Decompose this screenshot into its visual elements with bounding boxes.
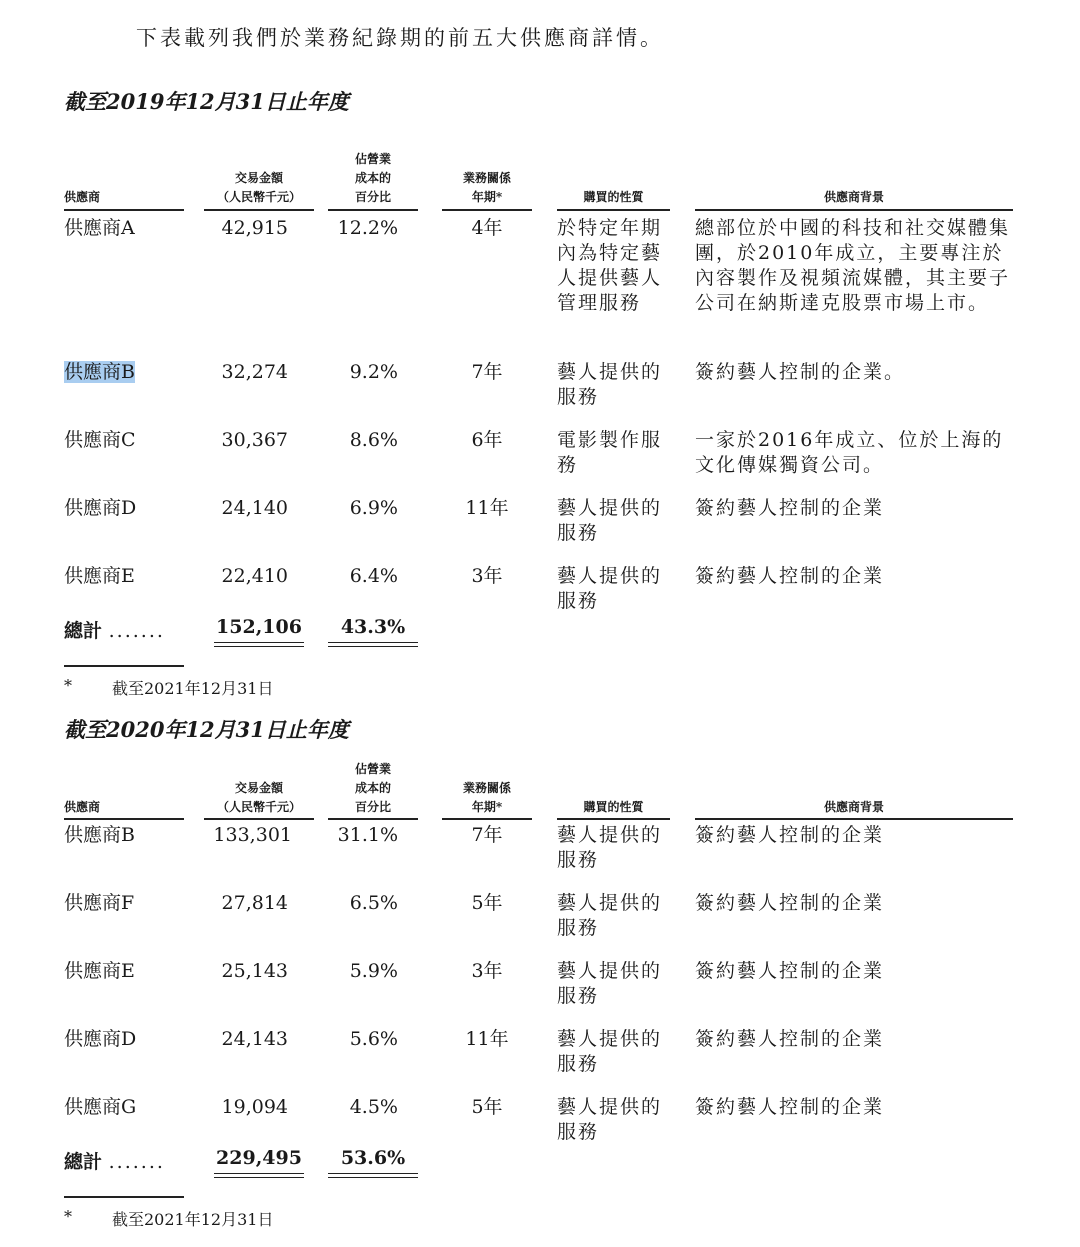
supplier-name: 供應商A	[64, 217, 135, 239]
background-cell: 簽約藝人控制的企業	[695, 824, 885, 846]
header-amount-2: （人民幣千元）	[216, 190, 301, 204]
pct-cell: 5.6%	[349, 1028, 398, 1050]
pct-cell: 6.5%	[349, 892, 398, 914]
footnote-text: 截至2021年12月31日	[112, 679, 274, 698]
header-rule	[695, 209, 1013, 211]
background-cell: 簽約藝人控制的企業	[695, 1096, 885, 1118]
header-background: 供應商背景	[823, 800, 884, 814]
years-cell: 11年	[465, 1028, 509, 1050]
intro-text: 下表載列我們於業務紀錄期的前五大供應商詳情。	[136, 26, 664, 50]
amount-cell: 42,915	[221, 217, 288, 239]
years-cell: 7年	[471, 824, 503, 846]
section-title-2020: 截至2020年12月31日止年度	[64, 717, 349, 742]
amount-cell: 22,410	[221, 565, 288, 587]
total-label: 總計 .......	[64, 1151, 165, 1173]
pct-cell: 8.6%	[349, 429, 398, 451]
years-cell: 4年	[471, 217, 503, 239]
section-title-2019: 截至2019年12月31日止年度	[64, 89, 349, 114]
background-cell: 簽約藝人控制的企業	[695, 565, 885, 587]
supplier-name: 供應商D	[64, 1028, 137, 1050]
nature-cell: 藝人提供的服務	[557, 824, 663, 871]
pct-cell: 5.9%	[349, 960, 398, 982]
nature-cell: 藝人提供的服務	[557, 565, 663, 612]
header-amount-1: 交易金額	[234, 781, 283, 795]
pct-cell: 6.9%	[349, 497, 398, 519]
total-pct: 53.6%	[340, 1147, 406, 1169]
footnote-mark: *	[64, 676, 72, 695]
double-underline	[328, 1173, 418, 1178]
header-background: 供應商背景	[823, 190, 884, 204]
pct-cell: 9.2%	[349, 361, 398, 383]
header-years-1: 業務關係	[462, 171, 511, 185]
total-dots: .......	[108, 1151, 165, 1173]
header-years-2: 年期*	[471, 190, 503, 204]
nature-cell: 藝人提供的服務	[557, 960, 663, 1007]
header-pct-3: 百分比	[354, 800, 391, 814]
supplier-name: 供應商B	[64, 824, 135, 846]
header-rule	[557, 209, 670, 211]
footnote-rule	[64, 1196, 184, 1198]
header-nature: 購買的性質	[583, 800, 644, 814]
footnote-rule	[64, 665, 184, 667]
amount-cell: 32,274	[221, 361, 288, 383]
header-supplier: 供應商	[64, 190, 101, 204]
nature-cell: 電影製作服務	[557, 429, 663, 476]
years-cell: 5年	[471, 1096, 503, 1118]
amount-cell: 27,814	[221, 892, 288, 914]
header-rule	[442, 818, 532, 820]
amount-cell: 133,301	[213, 824, 292, 846]
nature-cell: 藝人提供的服務	[557, 892, 663, 939]
supplier-name: 供應商E	[64, 565, 135, 587]
supplier-name	[64, 360, 135, 385]
header-pct-2: 成本的	[354, 781, 391, 795]
header-pct-2: 成本的	[354, 171, 391, 185]
supplier-name: 供應商C	[64, 429, 136, 451]
background-cell: 簽約藝人控制的企業	[695, 892, 885, 914]
pct-cell: 4.5%	[349, 1096, 398, 1118]
amount-cell: 19,094	[221, 1096, 288, 1118]
header-rule	[695, 818, 1013, 820]
header-rule	[64, 818, 184, 820]
background-cell: 簽約藝人控制的企業。	[695, 361, 906, 383]
header-amount-2: （人民幣千元）	[216, 800, 301, 814]
double-underline	[214, 642, 304, 647]
background-cell: 總部位於中國的科技和社交媒體集團，於2010年成立，主要專注於內容製作及視頻流媒體，其主要子公司在納斯達克股票市場上市。	[695, 217, 1011, 314]
years-cell: 3年	[471, 565, 503, 587]
nature-cell: 於特定年期內為特定藝人提供藝人管理服務	[557, 217, 663, 314]
background-cell: 簽約藝人控制的企業	[695, 1028, 885, 1050]
header-pct-3: 百分比	[354, 190, 391, 204]
selection-highlight: 供應商B	[64, 361, 135, 383]
header-pct-1: 佔營業	[354, 152, 391, 166]
header-rule	[204, 818, 314, 820]
supplier-name: 供應商F	[64, 892, 135, 914]
total-amount: 229,495	[216, 1147, 302, 1169]
header-years-1: 業務關係	[462, 781, 511, 795]
total-amount: 152,106	[216, 616, 302, 638]
pct-cell: 31.1%	[337, 824, 398, 846]
header-pct-1: 佔營業	[354, 762, 391, 776]
nature-cell: 藝人提供的服務	[557, 1028, 663, 1075]
nature-cell: 藝人提供的服務	[557, 1096, 663, 1143]
years-cell: 6年	[471, 429, 503, 451]
double-underline	[328, 642, 418, 647]
years-cell: 3年	[471, 960, 503, 982]
years-cell: 11年	[465, 497, 509, 519]
pct-cell: 12.2%	[337, 217, 398, 239]
header-rule	[204, 209, 314, 211]
years-cell: 7年	[471, 361, 503, 383]
header-years-2: 年期*	[471, 800, 503, 814]
amount-cell: 30,367	[221, 429, 288, 451]
amount-cell: 25,143	[221, 960, 288, 982]
total-dots: .......	[108, 620, 165, 642]
background-cell: 簽約藝人控制的企業	[695, 497, 885, 519]
footnote-mark: *	[64, 1207, 72, 1226]
header-rule	[64, 209, 184, 211]
double-underline	[214, 1173, 304, 1178]
header-amount-1: 交易金額	[234, 171, 283, 185]
nature-cell: 藝人提供的服務	[557, 497, 663, 544]
supplier-name: 供應商G	[64, 1096, 137, 1118]
supplier-name: 供應商D	[64, 497, 137, 519]
supplier-name: 供應商E	[64, 960, 135, 982]
amount-cell: 24,140	[221, 497, 288, 519]
header-nature: 購買的性質	[583, 190, 644, 204]
header-rule	[442, 209, 532, 211]
years-cell: 5年	[471, 892, 503, 914]
background-cell: 簽約藝人控制的企業	[695, 960, 885, 982]
pct-cell: 6.4%	[349, 565, 398, 587]
total-pct: 43.3%	[340, 616, 406, 638]
header-rule	[557, 818, 670, 820]
nature-cell: 藝人提供的服務	[557, 361, 663, 408]
amount-cell: 24,143	[221, 1028, 288, 1050]
total-label: 總計 .......	[64, 620, 165, 642]
header-rule	[328, 209, 418, 211]
header-rule	[328, 818, 418, 820]
header-supplier: 供應商	[64, 800, 101, 814]
footnote-text: 截至2021年12月31日	[112, 1210, 274, 1229]
background-cell: 一家於2016年成立、位於上海的文化傳媒獨資公司。	[695, 429, 1004, 476]
